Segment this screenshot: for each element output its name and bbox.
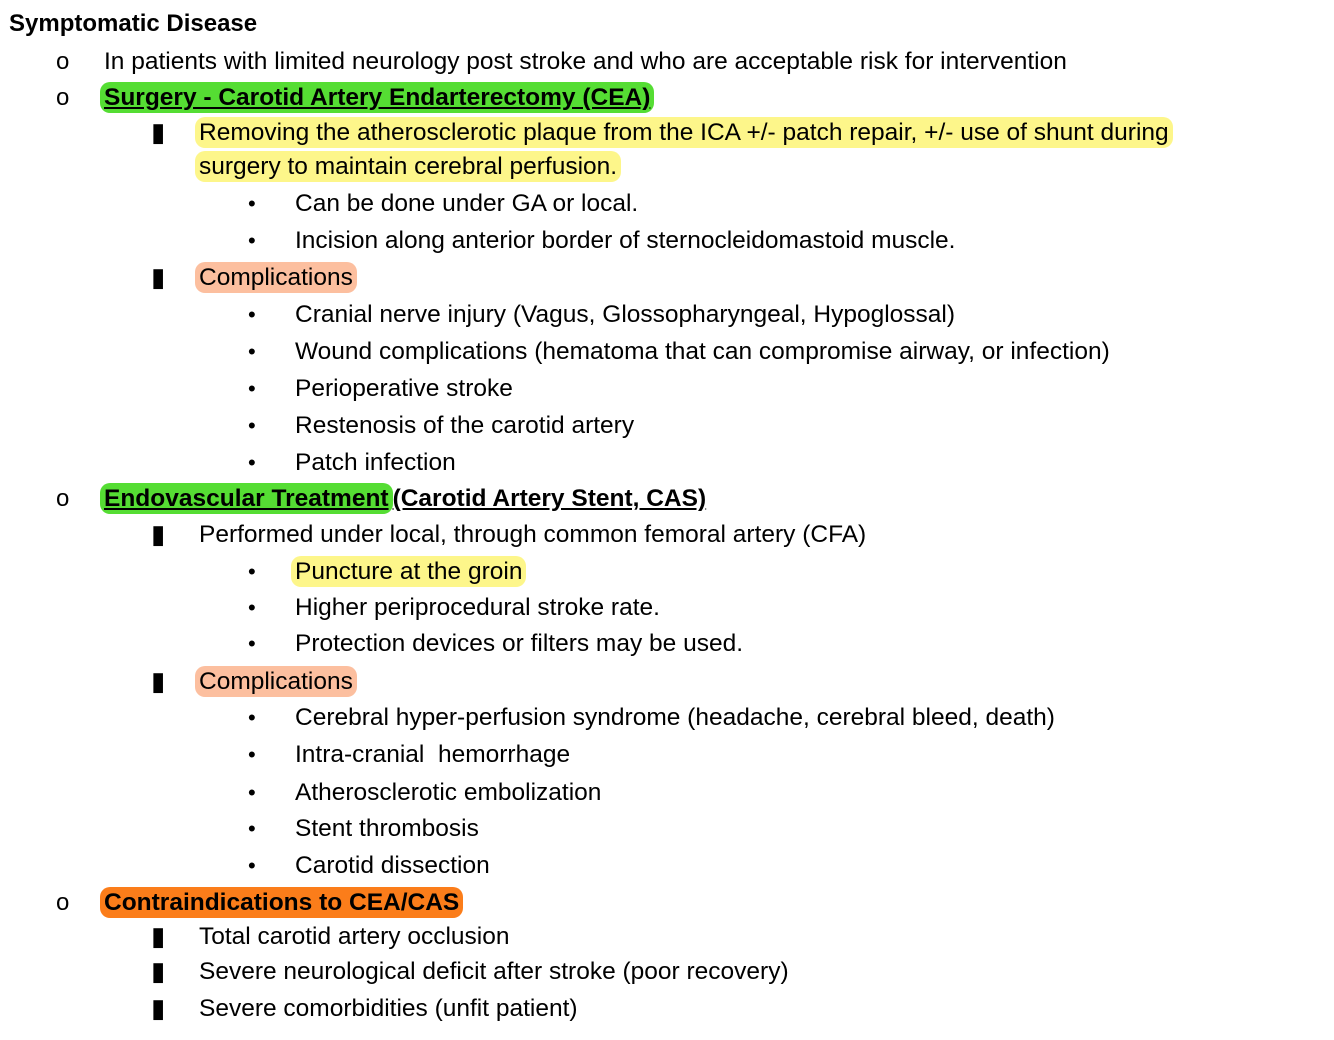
circle-bullet-icon: o xyxy=(56,485,70,512)
circle-bullet-icon: o xyxy=(56,84,70,111)
cea-complications-heading: Complications xyxy=(195,262,357,293)
cas-complications-heading: Complications xyxy=(195,666,357,697)
list-item xyxy=(0,370,1334,407)
list-item-text: Cerebral hyper-perfusion syndrome (headache, cerebral bleed, death) xyxy=(295,704,1055,731)
dot-bullet-icon: • xyxy=(248,816,256,841)
list-item xyxy=(0,333,1334,370)
list-item-text-wrap xyxy=(199,114,1173,151)
dot-bullet-icon: • xyxy=(248,559,256,584)
list-item xyxy=(0,589,1334,626)
list-item-text: Stent thrombosis xyxy=(295,815,479,842)
list-item-text: Incision along anterior border of sternocleidomastoid muscle. xyxy=(295,227,956,254)
list-item-text: Carotid dissection xyxy=(295,852,490,879)
dot-bullet-icon: • xyxy=(248,413,256,438)
list-item xyxy=(0,774,1334,811)
dot-bullet-icon: • xyxy=(248,450,256,475)
list-item xyxy=(0,222,1334,259)
list-item-text: Patch infection xyxy=(295,449,456,476)
list-item-text: Severe comorbidities (unfit patient) xyxy=(199,995,578,1022)
list-item xyxy=(0,259,1334,296)
list-item xyxy=(0,553,1334,590)
list-item xyxy=(0,736,1334,773)
list-item-text-wrap xyxy=(199,148,621,185)
square-bullet-icon: ▮ xyxy=(151,666,166,696)
dot-bullet-icon: • xyxy=(248,780,256,805)
list-item xyxy=(0,918,1334,955)
surgery-cea-heading: Surgery - Carotid Artery Endarterectomy (CEA) xyxy=(100,82,654,113)
contraindications-heading: Contraindications to CEA/CAS xyxy=(100,887,463,918)
list-item xyxy=(0,114,1334,151)
list-item-text-wrap xyxy=(199,259,357,296)
list-item xyxy=(0,444,1334,481)
square-bullet-icon: ▮ xyxy=(151,993,166,1023)
section-heading: Symptomatic Disease xyxy=(9,10,258,37)
square-bullet-icon: ▮ xyxy=(151,519,166,549)
square-bullet-icon: ▮ xyxy=(151,117,166,147)
list-item-text: Total carotid artery occlusion xyxy=(199,923,510,950)
list-item-text: Perioperative stroke xyxy=(295,375,513,402)
list-item-text: In patients with limited neurology post stroke and who are acceptable risk for intervention xyxy=(104,48,1067,75)
dot-bullet-icon: • xyxy=(248,339,256,364)
circle-bullet-icon: o xyxy=(56,48,70,75)
dot-bullet-icon: • xyxy=(248,631,256,656)
list-item-text-wrap xyxy=(104,884,463,921)
dot-bullet-icon: • xyxy=(248,595,256,620)
list-item xyxy=(0,699,1334,736)
square-bullet-icon: ▮ xyxy=(151,956,166,986)
list-item xyxy=(0,79,1334,116)
list-item xyxy=(0,516,1334,553)
list-item-text: Can be done under GA or local. xyxy=(295,190,639,217)
square-bullet-icon: ▮ xyxy=(151,921,166,951)
list-item-text-wrap xyxy=(104,480,706,517)
list-item-text: Severe neurological deficit after stroke (poor recovery) xyxy=(199,958,789,985)
list-item-text: Wound complications (hematoma that can compromise airway, or infection) xyxy=(295,338,1110,365)
dot-bullet-icon: • xyxy=(248,376,256,401)
cea-description-line-1: Removing the atherosclerotic plaque from the ICA +/- patch repair, +/- use of shunt during xyxy=(195,117,1173,148)
dot-bullet-icon: • xyxy=(248,853,256,878)
list-item xyxy=(0,847,1334,884)
list-item xyxy=(0,884,1334,921)
list-item xyxy=(0,296,1334,333)
dot-bullet-icon: • xyxy=(248,742,256,767)
list-item-text-wrap xyxy=(295,553,526,590)
list-item xyxy=(0,185,1334,222)
list-item xyxy=(0,625,1334,662)
dot-bullet-icon: • xyxy=(248,228,256,253)
list-item-text: Higher periprocedural stroke rate. xyxy=(295,594,660,621)
list-item xyxy=(0,480,1334,517)
list-item xyxy=(0,407,1334,444)
list-item xyxy=(0,990,1334,1027)
list-item-text: Performed under local, through common femoral artery (CFA) xyxy=(199,521,867,548)
list-item-continuation xyxy=(0,148,1334,185)
list-item-text: Atherosclerotic embolization xyxy=(295,779,602,806)
list-item xyxy=(0,663,1334,700)
square-bullet-icon: ▮ xyxy=(151,262,166,292)
cas-subtitle: (Carotid Artery Stent, CAS) xyxy=(392,485,707,512)
list-item-text: Protection devices or filters may be used. xyxy=(295,630,744,657)
dot-bullet-icon: • xyxy=(248,191,256,216)
list-item-text: Cranial nerve injury (Vagus, Glossopharyngeal, Hypoglossal) xyxy=(295,301,956,328)
list-item-text-wrap xyxy=(199,663,357,700)
dot-bullet-icon: • xyxy=(248,705,256,730)
list-item-text: Intra-cranial hemorrhage xyxy=(295,741,571,768)
list-item-text-wrap xyxy=(104,79,654,116)
list-item xyxy=(0,43,1334,80)
circle-bullet-icon: o xyxy=(56,889,70,916)
endovascular-heading: Endovascular Treatment xyxy=(100,483,393,514)
puncture-groin-text: Puncture at the groin xyxy=(291,556,526,587)
cea-description-line-2: surgery to maintain cerebral perfusion. xyxy=(195,151,621,182)
list-item xyxy=(0,953,1334,990)
list-item xyxy=(0,810,1334,847)
list-item-text: Restenosis of the carotid artery xyxy=(295,412,635,439)
dot-bullet-icon: • xyxy=(248,302,256,327)
